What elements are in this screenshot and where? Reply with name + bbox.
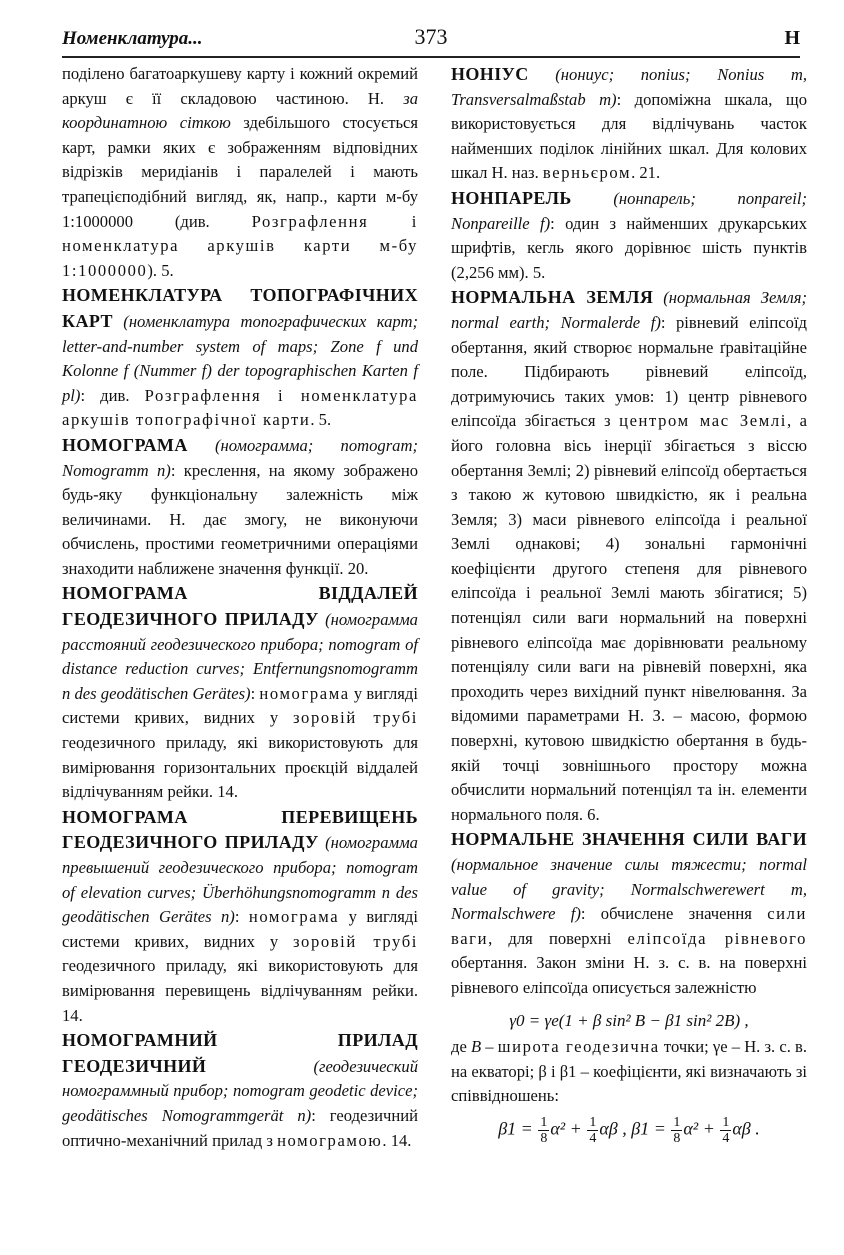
coefficient-formula: β1 = $\frac{1}{8}$ α² + $\frac{1}{4}$ αβ , β1 = $\frac{1}{8}$ α² + $\frac{1}{4}$ αβ . (498, 1114, 760, 1146)
left-column (62, 62, 418, 1153)
fraction-one-eighth: $\frac{1}{8}$ (540, 1114, 548, 1146)
entry-translations: (нонпарель; nonpareil; Nonpareille f) (451, 188, 807, 233)
page-number: 373 (414, 24, 448, 49)
entry-nomogram-elevations: НОМОГРАМА ПЕРЕВИЩЕНЬ ГЕОДЕЗИЧНОГО ПРИЛАДУ (номограмма превышений геодезического прибора; nomogram of elevation curves; Überhöhungsnomogramm n des geodätischen Gerätes n): номограма у вигляді системи кривих, видних у зоровій трубі геодезичного приладу, які використовують для вимірювання перевищень відлічуванням рейки. 14. (62, 806, 418, 1025)
entry-translations: (геодезический номограммный прибор; nomogram geodetic device; geodätisches Nomogrammgerät n) (62, 1056, 418, 1125)
entry-headword: НОРМАЛЬНА ЗЕМЛЯ (451, 287, 654, 308)
cross-reference: Розграфлення і номенклатура аркушів топографічної карти (62, 385, 418, 430)
entry-nomogram: НОМОГРАМА (номограмма; nomogram; Nomogramm n): креслення, на якому зображено будь-яку функціональну залежність між величинами. Н. дає змогу, не виконуючи обчислень, простими геометричними операціями знаходити наближене значення функції. 20. (62, 434, 418, 578)
running-header (62, 22, 800, 58)
entry-translations: (нормальная Земля; normal earth; Normalerde f) (451, 288, 807, 332)
entry-translations: (номограмма превышений геодезического прибора; nomogram of elevation curves; Überhöhungsnomogramm n des geodätischen Gerätes n) (62, 833, 418, 927)
running-title: Номенклатура... (62, 28, 203, 49)
entry-translations: (нормальное значение силы тяжести; normal value of gravity; Normalschwerewert m, Normalschwere f) (451, 855, 807, 924)
right-column (451, 62, 807, 1146)
entry-headword: НОМОГРАМНИЙ ПРИЛАД ГЕОДЕЗИЧНИЙ (62, 1030, 418, 1076)
entry-normal-gravity: НОРМАЛЬНЕ ЗНАЧЕННЯ СИЛИ ВАГИ (нормальное значение силы тяжести; normal value of gravity; Normalschwerewert m, Normalschwere f): обчислене значення сили ваги, для поверхні еліпсоїда рівневого обертання. Закон зміни Н. з. с. в. на поверхні рівневого еліпсоїда описується залежністю (451, 829, 807, 997)
entry-headword: НОМЕНКЛАТУРА ТОПОГРАФІЧНИХ КАРТ (62, 285, 418, 331)
entry-translations: (номенклатура топографических карт; letter-and-number system of maps; Zone f und Kolonne f (Nummer f) der topographischen Karten f pl) (62, 311, 418, 405)
continuation-paragraph: поділено багатоаркушеву карту і кожний окремий аркуш є її складовою частиною. Н. за координатною сіткою здебільшого стосується карт, рамки яких є зображенням відповідних відрізків меридіанів і паралелей і мають трапецієподібний вигляд, як, напр., карти м-бу 1:1000000 (див. Розграфлення і номенклатура аркушів карти м-бу 1:1000000). 5. (62, 64, 419, 280)
entry-headword: НОМОГРАМА ВІДДАЛЕЙ ГЕОДЕЗИЧНОГО ПРИЛАДУ (62, 583, 418, 630)
entry-headword: НОНПАРЕЛЬ (451, 187, 572, 208)
entry-nomogram-distances: НОМОГРАМА ВІДДАЛЕЙ ГЕОДЕЗИЧНОГО ПРИЛАДУ (номограмма расстояний геодезического прибора; nomogram of distance reduction curves; Entfernungsnomogramm n des geodätischen Gerätes): номограма у вигляді системи кривих, видних у зоровій трубі геодезичного приладу, які використовують для вимірювання горизонтальних проєкцій віддалей відлічуванням рейки. 14. (62, 583, 418, 802)
section-letter: Н (784, 27, 800, 49)
entry-nonius: НОНІУС (нониус; nonius; Nonius m, Transversalmaßstab m): допоміжна шкала, що використовується для відлічувань часток найменших поділок лінійних шкал. Для колових шкал Н. наз. верньєром. 21. (451, 64, 807, 183)
entry-headword: НОМОГРАМА (62, 434, 188, 455)
entry-normal-earth: НОРМАЛЬНА ЗЕМЛЯ (нормальная Земля; normal earth; Normalerde f): рівневий еліпсоїд обертання, який створює нормальне ґравітаційне поле. Підбирають рівневий еліпсоїд, дотримуючись таких умов: 1) центр рівневого еліпсоїда збігається з центром мас Землі, а його головна вісь інерції збігається з віссю обертання Землі; 2) рівневий еліпсоїд обертається з такою ж кутовою швидкістю, як і реальна Земля; 3) маси рівневого еліпсоїда і реальної Землі однакові; 4) зональні гармонічні коефіцієнти другого степеня для рівневого еліпсоїда і реальної Землі мають збігатися; 5) потенціял сили ваги нормальний на поверхні рівневого еліпсоїда має дорівнювати реальному потенціялу сили ваги на рівневій поверхні, яка проходить через вихідний пункт нівелювання. За відомими параметрами Н. З. – масою, формою поверхні, кутовою швидкістю обертання в будь-якій точці зовнішнього простору можна обчислити нормальний потенціял та ін. елементи нормального поля. 6. (451, 287, 807, 824)
fraction-one-quarter: $\frac{1}{4}$ (722, 1114, 730, 1146)
entry-translations: (нониус; nonius; Nonius m, Transversalmaßstab m) (451, 65, 807, 109)
formula-explanation: де B – широта геодезична точки; γe – Н. з. с. в. на екваторі; β і β1 – коефіцієнти, які визначають зі співвідношень: (451, 1037, 807, 1106)
cross-reference: верньєром (542, 163, 632, 183)
entry-nonpareil: НОНПАРЕЛЬ (нонпарель; nonpareil; Nonpareille f): один з найменших друкарських шрифтів, кегль якого дорівнює шість пунктів (2,256 мм). 5. (451, 187, 807, 282)
entry-headword: НОРМАЛЬНЕ ЗНАЧЕННЯ СИЛИ ВАГИ (451, 829, 807, 850)
fraction-one-quarter: $\frac{1}{4}$ (589, 1114, 597, 1146)
entry-translations: (номограмма расстояний геодезического прибора; nomogram of distance reduction curves; Entfernungsnomogramm n des geodätischen Gerätes) (62, 610, 418, 703)
fraction-one-eighth: $\frac{1}{8}$ (673, 1114, 681, 1146)
gravity-formula: γ0 = γe(1 + β sin² B − β1 sin² 2B) , (509, 1010, 749, 1030)
cross-reference: Розграфлення і номенклатура аркушів карти м-бу 1:1000000 (62, 211, 418, 280)
entry-nomenclature-topographic-maps: НОМЕНКЛАТУРА ТОПОГРАФІЧНИХ КАРТ (номенклатура топографических карт; letter-and-number system of maps; Zone f und Kolonne f (Nummer f) der topographischen Karten f pl): див. Розграфлення і номенклатура аркушів топографічної карти. 5. (62, 285, 418, 430)
entry-headword: НОМОГРАМА ПЕРЕВИЩЕНЬ ГЕОДЕЗИЧНОГО ПРИЛАДУ (62, 806, 418, 853)
entry-headword: НОНІУС (451, 64, 529, 84)
entry-translations: (номограмма; nomogram; Nomogramm n) (62, 435, 418, 480)
entry-nomogram-device: НОМОГРАМНИЙ ПРИЛАД ГЕОДЕЗИЧНИЙ (геодезический номограммный прибор; nomogram geodetic device; geodätisches Nomogrammgerät n): геодезичний оптично-механічний прилад з номограмою. 14. (62, 1030, 418, 1150)
